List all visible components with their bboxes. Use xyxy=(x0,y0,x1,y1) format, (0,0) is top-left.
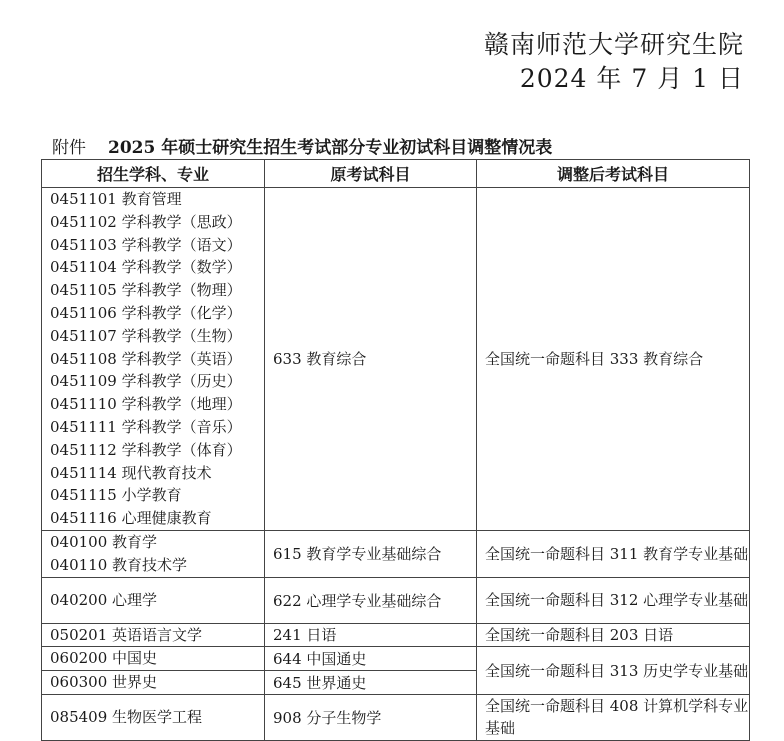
major-item: 0451112 学科教学（体育） xyxy=(50,440,242,459)
major-item: 060200 中国史 xyxy=(50,649,158,668)
table-row xyxy=(42,694,750,740)
header-original-subject: 原考试科目 xyxy=(265,160,477,188)
adjusted-subject-cell: 全国统一命题科目 313 历史学专业基础 xyxy=(477,647,750,695)
major-item: 0451105 学科教学（物理） xyxy=(50,281,242,300)
adjusted-subject-cell: 全国统一命题科目 408 计算机学科专业基础 xyxy=(477,694,750,740)
major-item: 0451110 学科教学（地理） xyxy=(50,395,242,414)
attachment-label: 附件 xyxy=(52,138,86,158)
document-title: 2025 年硕士研究生招生考试部分专业初试科目调整情况表 xyxy=(108,138,553,158)
major-item: 040100 教育学 xyxy=(50,532,158,551)
adjustment-table xyxy=(41,159,750,741)
table-caption xyxy=(52,133,552,158)
original-subject-cell: 908 分子生物学 xyxy=(265,694,477,740)
major-item: 040200 心理学 xyxy=(50,590,158,609)
issuer-name: 赣南师范大学研究生院 xyxy=(483,30,744,59)
adjusted-subject-cell: 全国统一命题科目 203 日语 xyxy=(477,623,750,647)
major-item: 0451101 教育管理 xyxy=(50,190,182,208)
header-row xyxy=(42,160,750,188)
adjusted-subject-cell: 全国统一命题科目 311 教育学专业基础 xyxy=(477,530,750,577)
issuer-block xyxy=(484,28,744,96)
major-cell xyxy=(42,694,265,740)
major-item: 0451102 学科教学（思政） xyxy=(50,212,242,231)
original-subject-cell: 644 中国通史 xyxy=(265,647,477,671)
major-item: 0451106 学科教学（化学） xyxy=(50,303,242,322)
major-item: 085409 生物医学工程 xyxy=(50,708,203,727)
header-adjusted-subject: 调整后考试科目 xyxy=(477,160,750,188)
major-cell xyxy=(42,671,265,695)
original-subject-cell: 241 日语 xyxy=(265,623,477,647)
major-item: 0451108 学科教学（英语） xyxy=(50,349,242,368)
table-row xyxy=(42,623,750,647)
adjusted-subject-cell: 全国统一命题科目 333 教育综合 xyxy=(477,188,750,531)
original-subject-cell: 615 教育学专业基础综合 xyxy=(265,530,477,577)
major-item: 0451115 小学教育 xyxy=(50,486,182,505)
header-major: 招生学科、专业 xyxy=(42,160,265,188)
issue-date: 2024 年 7 月 1 日 xyxy=(519,64,744,93)
major-item: 0451114 现代教育技术 xyxy=(50,463,212,482)
original-subject-cell: 622 心理学专业基础综合 xyxy=(265,577,477,623)
table-row xyxy=(42,577,750,623)
major-item: 040110 教育技术学 xyxy=(50,555,188,574)
adjusted-subject-cell: 全国统一命题科目 312 心理学专业基础 xyxy=(477,577,750,623)
table-row xyxy=(42,530,750,577)
major-cell xyxy=(42,188,265,531)
major-item: 0451111 学科教学（音乐） xyxy=(50,417,242,436)
table-row xyxy=(42,188,750,531)
major-item: 0451104 学科教学（数学） xyxy=(50,258,242,277)
major-item: 0451103 学科教学（语文） xyxy=(50,235,242,254)
major-cell xyxy=(42,647,265,671)
major-item: 0451116 心理健康教育 xyxy=(50,509,212,528)
major-item: 0451109 学科教学（历史） xyxy=(50,372,242,391)
major-cell xyxy=(42,623,265,647)
table-row xyxy=(42,647,750,671)
original-subject-cell: 633 教育综合 xyxy=(265,188,477,531)
major-cell xyxy=(42,530,265,577)
major-item: 0451107 学科教学（生物） xyxy=(50,326,242,345)
major-cell xyxy=(42,577,265,623)
major-item: 050201 英语语言文学 xyxy=(50,625,203,644)
original-subject-cell: 645 世界通史 xyxy=(265,671,477,695)
major-item: 060300 世界史 xyxy=(50,673,158,692)
